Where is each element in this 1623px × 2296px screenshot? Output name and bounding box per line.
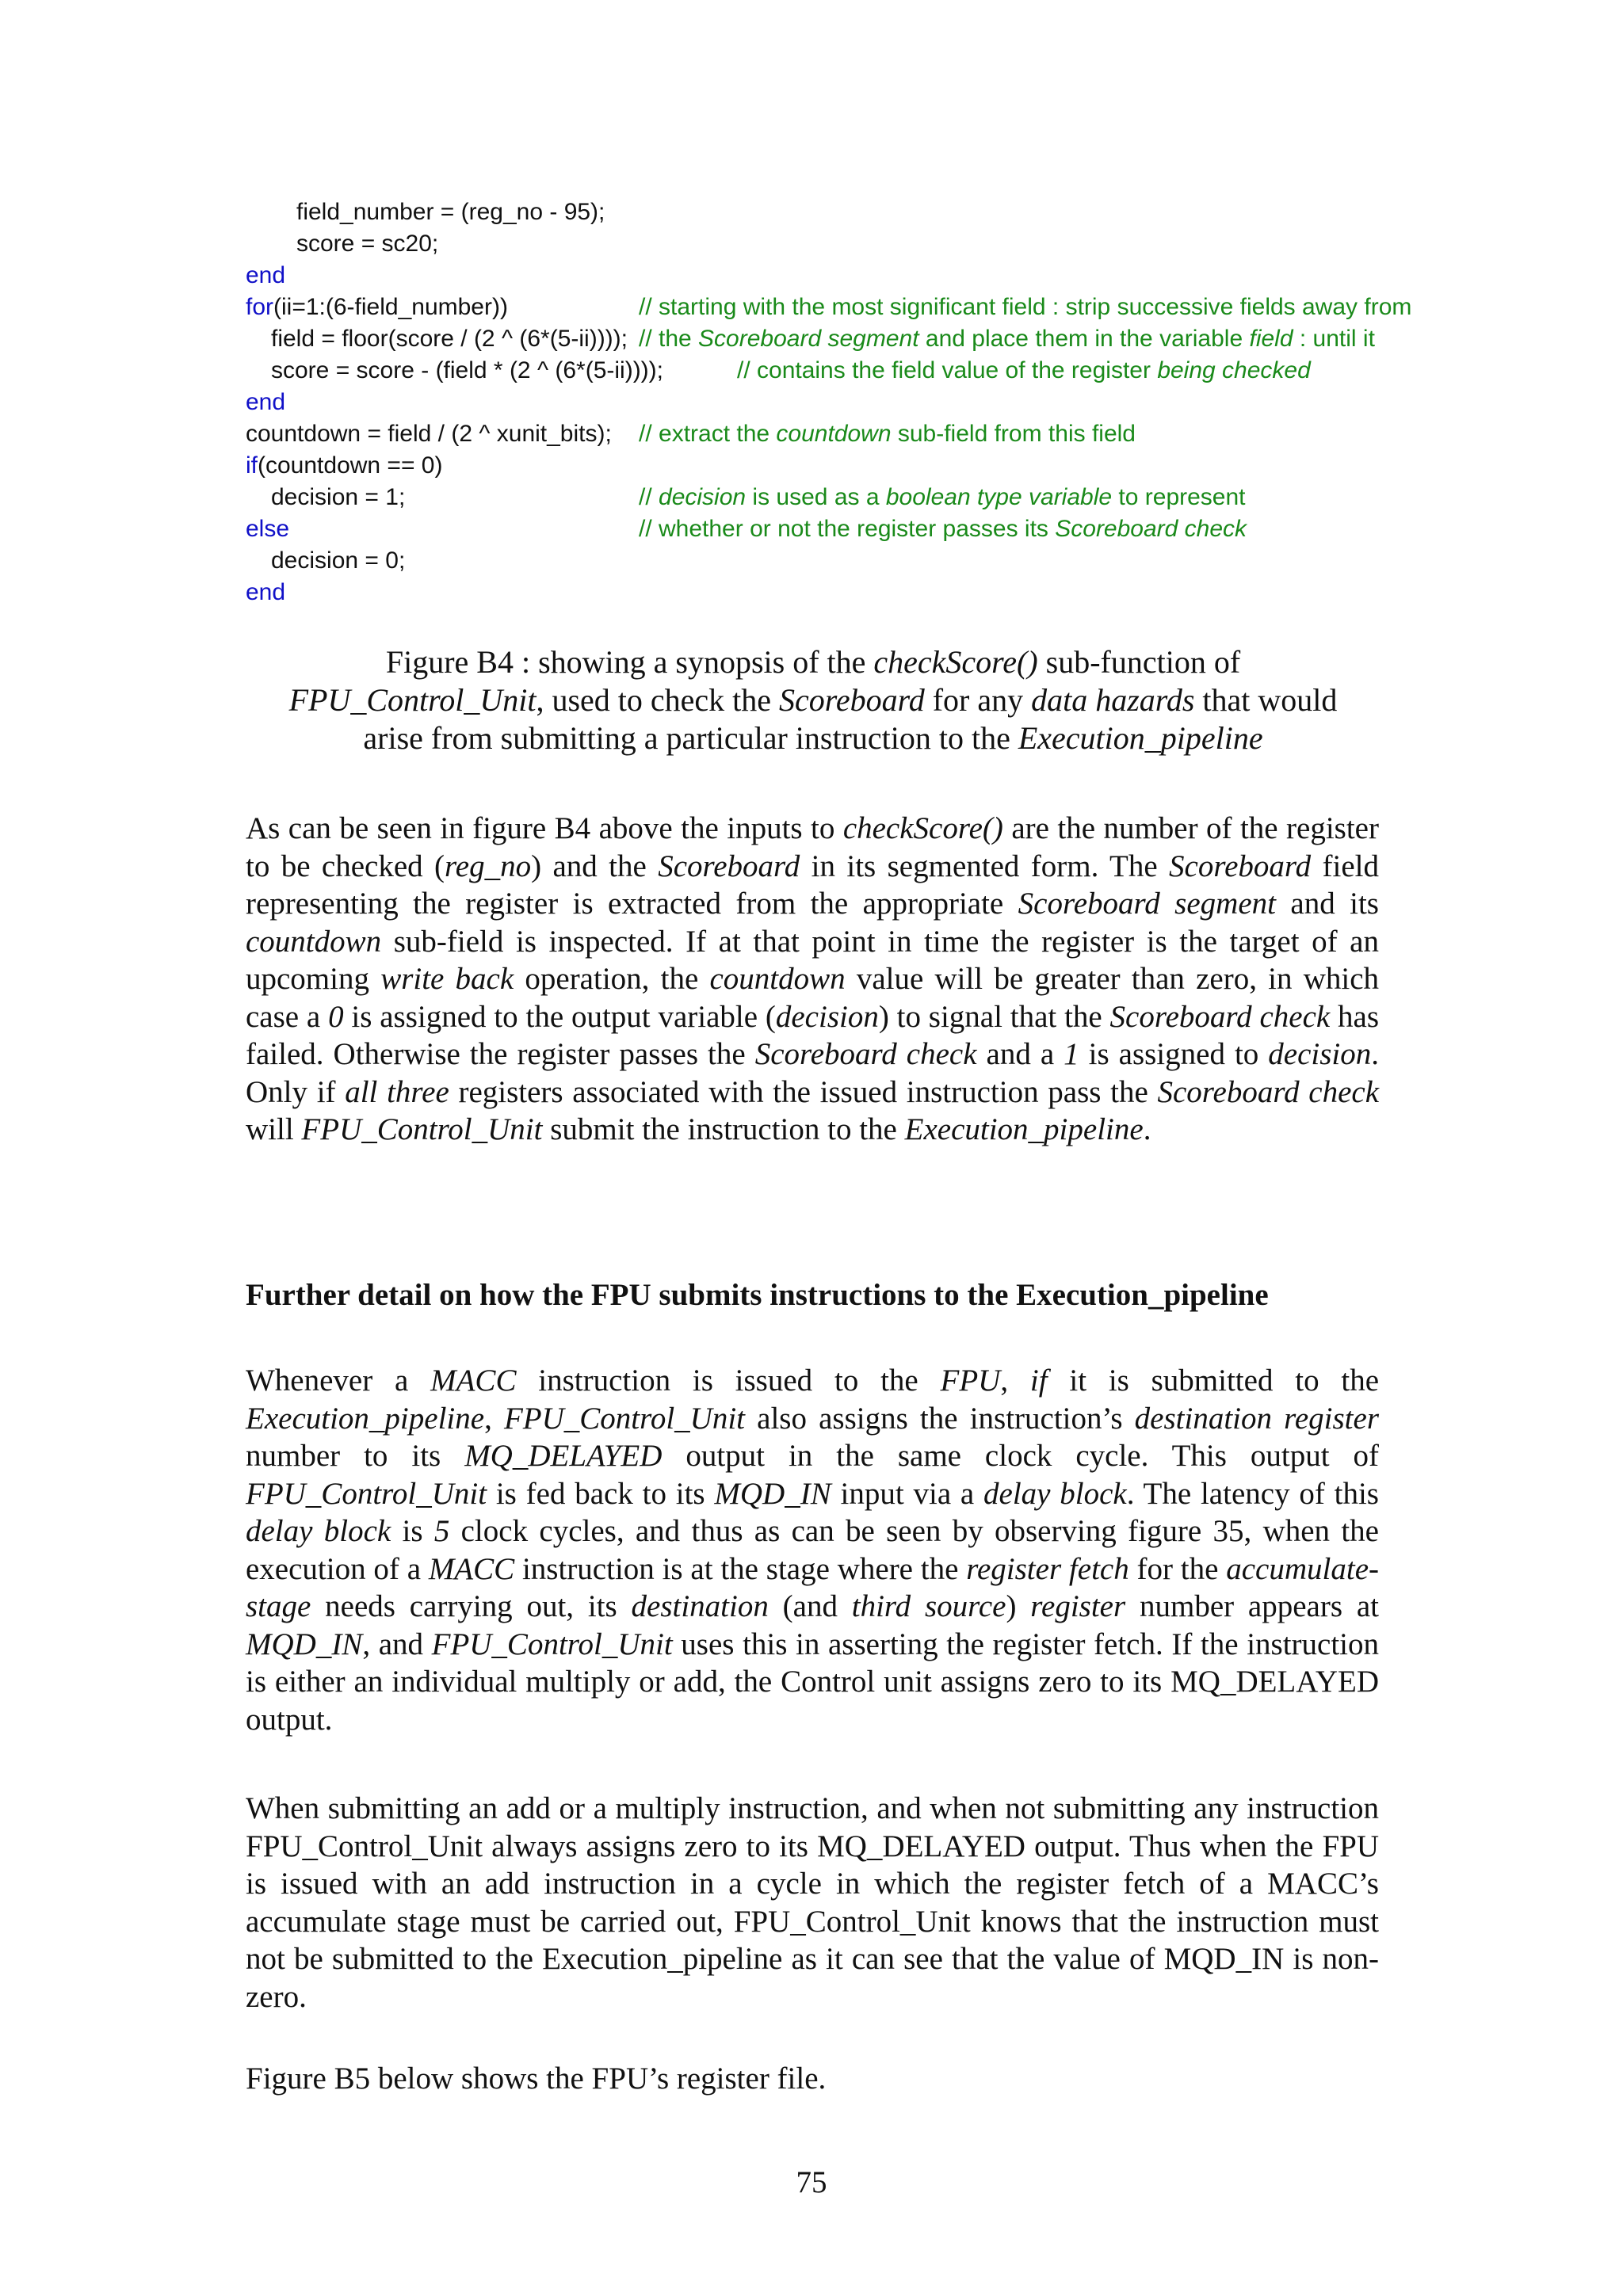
code-comment: // extract the countdown sub-field from this field [639,421,1136,447]
code-line: score = sc20; [296,231,439,257]
code-line: decision = 1; [271,484,406,510]
paragraph: Whenever a MACC instruction is issued to the FPU, if it is submitted to the Execution_pipeline, FPU_Control_Unit also assigns the instruction’s destination register number to its MQ_DELAYED output in the same clock cycle. This output of FPU_Control_Unit is fed back to its MQD_IN input via a delay block. The latency of this delay block is 5 clock cycles, and thus as can be seen by observing figure 35, when the execution of a MACC instruction is at the stage where the register fetch for the accumulate-stage needs carrying out, its destination (and third source) register number appears at MQD_IN, and FPU_Control_Unit uses this in asserting the register fetch. If the instruction is either an individual multiply or add, the Control unit assigns zero to its MQ_DELAYED output. [246,1363,1380,1737]
section-heading: Further detail on how the FPU submits instructions to the Execution_pipeline [246,1278,1269,1312]
code-line: else [246,516,290,542]
code-comment: // contains the field value of the register being checked [737,357,1311,383]
code-comment: // whether or not the register passes its Scoreboard check [639,516,1247,542]
code-line: end [246,389,286,415]
paragraph: When submitting an add or a multiply instruction, and when not submitting any instruction FPU_Control_Unit always assigns zero to its MQ_DELAYED output. Thus when the FPU is issued with an add instruction in a cycle in which the register fetch of a MACC’s accumulate stage must be carried out, FPU_Control_Unit knows that the instruction must not be submitted to the Execution_pipeline as it can see that the value of MQD_IN is non-zero. [246,1791,1379,2014]
code-comment: // the Scoreboard segment and place them in the variable field : until it [639,326,1375,352]
code-line: field_number = (reg_no - 95); [296,199,605,225]
code-comment: // starting with the most significant field : strip successive fields away from [639,294,1412,320]
paragraph: Figure B5 below shows the FPU’s register file. [246,2061,827,2096]
code-line: if(countdown == 0) [246,452,443,479]
code-line: end [246,262,286,288]
page-number: 75 [796,2165,827,2199]
code-line: countdown = field / (2 ^ xunit_bits); [246,421,612,447]
code-line: end [246,579,286,605]
code-line: field = floor(score / (2 ^ (6*(5-ii)))); [271,326,628,352]
code-line: for(ii=1:(6-field_number)) [246,294,508,320]
figure-caption: Figure B4 : showing a synopsis of the checkScore() sub-function of FPU_Control_Unit, used to check the Scoreboard for any data hazards that would arise from submitting a particular instruction to the Execution_pipeline [288,644,1338,756]
code-line: decision = 0; [271,547,406,574]
code-comment: // decision is used as a boolean type variable to represent [639,484,1246,510]
code-line: score = score - (field * (2 ^ (6*(5-ii)))); [271,357,663,383]
paragraph: As can be seen in figure B4 above the inputs to checkScore() are the number of the register to be checked (reg_no) and the Scoreboard in its segmented form. The Scoreboard field representing the register is extracted from the appropriate Scoreboard segment and its countdown sub-field is inspected. If at that point in time the register is the target of an upcoming write back operation, the countdown value will be greater than zero, in which case a 0 is assigned to the output variable (decision) to signal that the Scoreboard check has failed. Otherwise the register passes the Scoreboard check and a 1 is assigned to decision. Only if all three registers associated with the issued instruction pass the Scoreboard check will FPU_Control_Unit submit the instruction to the Execution_pipeline. [246,811,1380,1146]
